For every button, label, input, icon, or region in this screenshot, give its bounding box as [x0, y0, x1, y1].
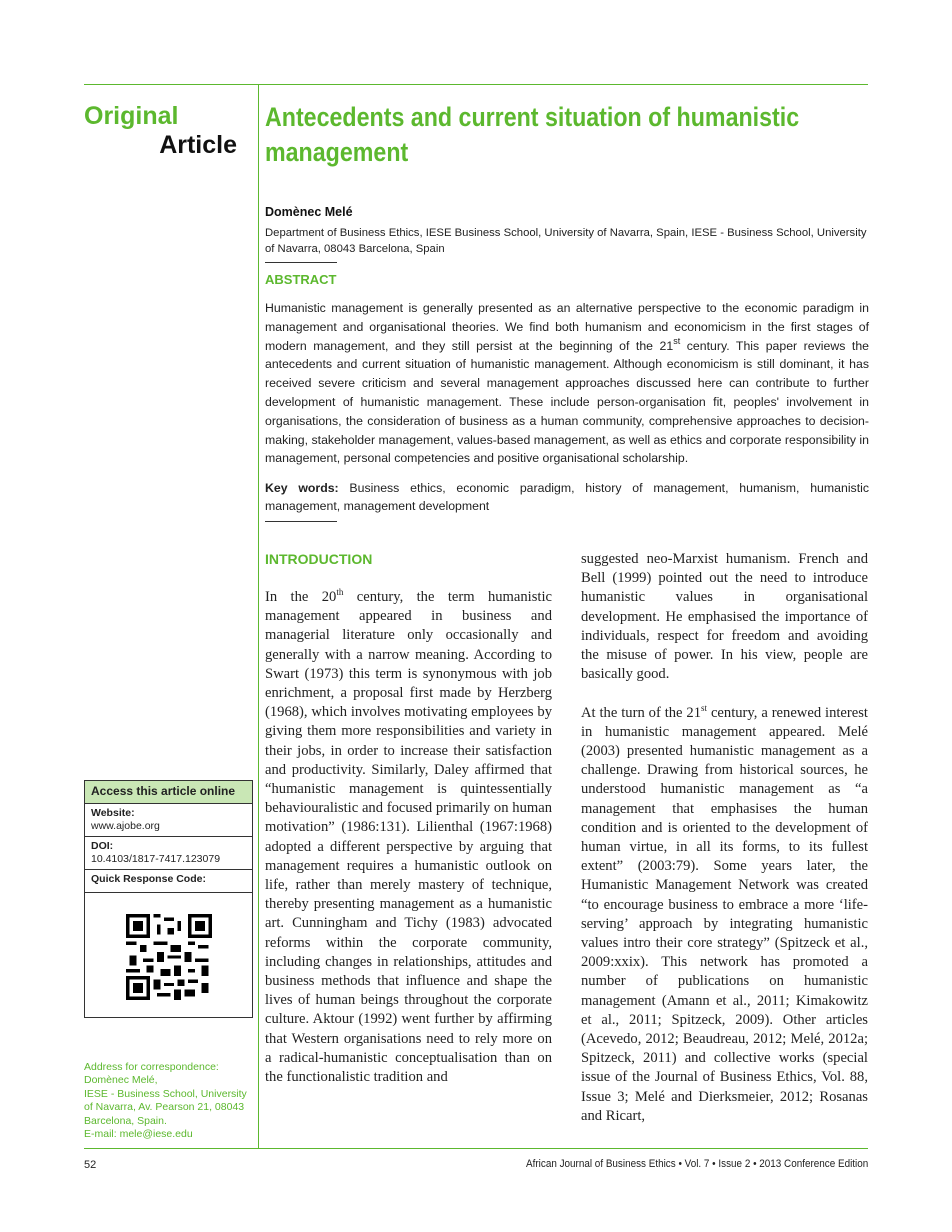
qr-section	[85, 870, 252, 893]
paragraph	[581, 704, 868, 1126]
website-link[interactable]: www.ajobe.org	[91, 820, 160, 832]
superscript: st	[673, 335, 681, 346]
page-number: 52	[84, 1159, 97, 1171]
author-affiliation: Department of Business Ethics, IESE Business School, University of Navarra, Spain, IESE - Business School, University of Navarra, 08043 Barcelona, Spain	[265, 227, 867, 255]
correspondence-name: Domènec Melé,	[84, 1074, 158, 1087]
top-rule	[84, 84, 868, 85]
superscript: st	[701, 702, 708, 713]
website-label: Website:	[91, 807, 135, 819]
paragraph: suggested neo-Marxist humanism. French and Bell (1999) pointed out the need to introduce humanistic values in organisational development. He emphasised the importance of individuals, respect for freedom and avoiding the misuse of power. In his view, people are basically good.	[581, 551, 868, 683]
article-title: Antecedents and current situation of humanistic management	[265, 102, 800, 167]
website-section	[85, 804, 252, 837]
paragraph	[265, 588, 552, 1087]
abstract-text	[265, 299, 869, 468]
abstract-text-a: Humanistic management is generally presented as an alternative perspective to the economic paradigm in management and organisational theories. We find both humanism and economicism in the first stages of modern management, and they still persist at the beginning of the 21	[265, 301, 869, 353]
qr-code-icon	[126, 914, 212, 1000]
vertical-rule	[258, 84, 259, 1148]
keywords-label: Key words:	[265, 481, 339, 495]
access-box-heading: Access this article online	[85, 781, 252, 804]
column-right	[581, 550, 868, 1145]
divider	[265, 521, 337, 522]
doi-value[interactable]: 10.4103/1817-7417.123079	[91, 853, 221, 865]
label-original: Original	[84, 102, 179, 130]
introduction-heading: INTRODUCTION	[265, 551, 373, 567]
text: century, a renewed interest in humanistic management appeared. Melé (2003) presented humanistic management as a challenge. Drawing from historical sources, he understood humanistic management as “a management that emphasises the human condition and is oriented to the development of human virtue, in all its forms, to its fullest extent” (2003:79). Some years later, the Humanistic Management Network was created “to encourage business to embrace a more ‘life-serving’ approach by integrating humanistic values intro their core strategy” (Spitzeck et al., 2009:xxix). This network has promoted a number of publications on humanistic management (Amann et al., 2011; Kimakowitz et al., 2011; Spitzeck, 2009). Other articles (Acevedo, 2012; Beaudreau, 2012; Melé, 2012a; Spitzeck, 2011) and collective works (special issue of the Journal of Business Ethics, Vol. 88, Issue 3; Melé and Dierksmeier, 2012; Rosanas and Ricart,	[581, 704, 868, 1124]
abstract-heading: ABSTRACT	[265, 272, 337, 287]
bottom-rule	[84, 1148, 868, 1149]
abstract-text-b: century. This paper reviews the antecedents and current situation of humanistic management. Although economicism is still dominant, it has received severe criticism and several management approaches discussed here can contribute to further development of humanistic management. These include person-organisation fit, peoples' involvement in organisations, the consideration of business as a human community, comprehensive approaches to decision-making, stakeholder management, values-based management, as well as ethics and corporate responsibility in management, personal competencies and positive organisational scholarship.	[265, 338, 869, 466]
superscript: th	[336, 587, 344, 597]
correspondence-address-text: IESE - Business School, University of Navarra, Av. Pearson 21, 08043 Barcelona, Spain.	[84, 1087, 247, 1127]
text: At the turn of the 21	[581, 704, 702, 721]
text: In the 20	[265, 589, 337, 605]
correspondence-heading: Address for correspondence:	[84, 1061, 219, 1073]
correspondence-email[interactable]: E-mail: mele@iese.edu	[84, 1128, 193, 1141]
correspondence-address	[84, 1061, 256, 1141]
journal-info: African Journal of Business Ethics • Vol. 7 • Issue 2 • 2013 Conference Edition	[525, 1158, 868, 1170]
qr-label: Quick Response Code:	[91, 873, 206, 885]
author-name: Domènec Melé	[265, 205, 353, 219]
keywords	[265, 479, 869, 515]
keywords-text: Business ethics, economic paradigm, history of management, humanism, humanistic management, management development	[265, 481, 869, 513]
access-article-box	[84, 780, 253, 1018]
doi-section	[85, 837, 252, 870]
doi-label: DOI:	[91, 840, 114, 852]
divider	[265, 262, 337, 263]
text: century, the term humanistic management appeared in business and managerial literature only occasionally and generally with a narrow meaning. According to Swart (1973) this term is synonymous with job enrichment, a proposal first made by Herzberg (1968), which involves motivating employees by giving them more responsibilities and variety in their jobs, in order to increase their satisfaction and productivity. Similarly, Daley affirmed that “humanistic management is quintessentially behaviouralistic and focused primarily on human motivation” (1986:131). Lilienthal (1967:1968) adopted a different perspective by arguing that management requires a humanistic outlook on life, rather than merely mastery of technique, thereby presenting management as a humanistic art. Cunningham and Tichy (1983) advocated reforms within the corporate community, including changes in relationships, attitudes and business methods that influence and shape the lives of human beings throughout the corporate culture. Aktour (1992) went further by affirming that Western organisations need to rely more on a radical-humanistic conceptualisation than on the functionalistic tradition and	[265, 589, 552, 1086]
label-article: Article	[159, 131, 237, 159]
column-left	[265, 588, 552, 1106]
